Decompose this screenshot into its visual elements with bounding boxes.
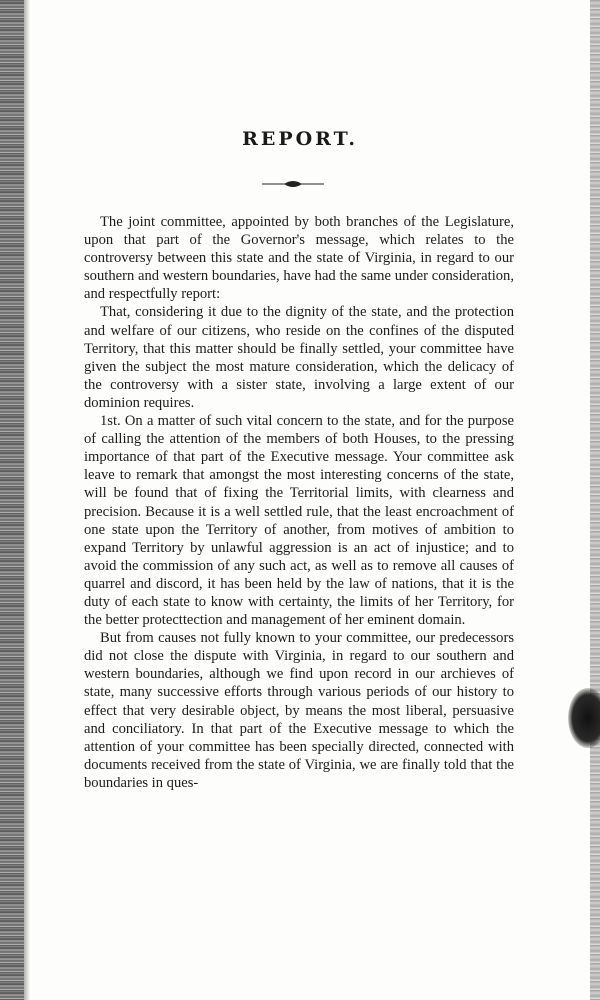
report-body (84, 213, 514, 792)
paragraph-2: That, considering it due to the dignity of the state, and the protection and welfare of our citizens, who reside on the confines of the disputed Territory, that this matter should be finally settled, your committee have given the subject the most mature consideration, which the delicacy of the controversy with a sister state, involving a large extent of our dominion requires. (84, 304, 514, 411)
page-title: REPORT. (242, 128, 358, 150)
paragraph-1: The joint committee, appointed by both branches of the Legislature, upon that part of the Governor's message, which relates to the controversy between this state and the state of Virginia, in regard to our southern and western boundaries, have had the same under consideration, and respectfully report: (84, 214, 514, 303)
divider-ornament (262, 178, 324, 190)
right-binding-edge (590, 0, 600, 1000)
left-binding-edge (0, 0, 24, 1000)
paragraph-3: 1st. On a matter of such vital concern to the state, and for the purpose of calling the attention of the members of both Houses, to the pressing importance of that part of the Executive message. Your committee ask leave to remark that amongst the most interesting concerns of the state, will be found that of fixing the Territorial limits, with clearness and precision. Because it is a well settled rule, that the least encroachment of one state upon the Territory of another, from motives of ambition to expand Territory by unlawful aggression is an act of injustice; and to avoid the commission of any such act, as well as to remove all causes of quarrel and discord, it has been held by the law of nations, that it is the duty of each state to know with certainty, the limits of her Territory, for the better protecttection and management of her eminent domain. (84, 413, 514, 629)
paragraph-4: But from causes not fully known to your committee, our predecessors did not close the dispute with Virginia, in regard to our southern and western boundaries, although we find upon record in our archieves of state, many successive efforts through various periods of our history to effect that very desirable object, by means the most liberal, persuasive and conciliatory. In that part of the Executive message to which the attention of your committee has been specially directed, connected with documents received from the state of Virginia, we are finally told that the boundaries in ques- (84, 630, 514, 791)
ink-blot (568, 688, 600, 748)
